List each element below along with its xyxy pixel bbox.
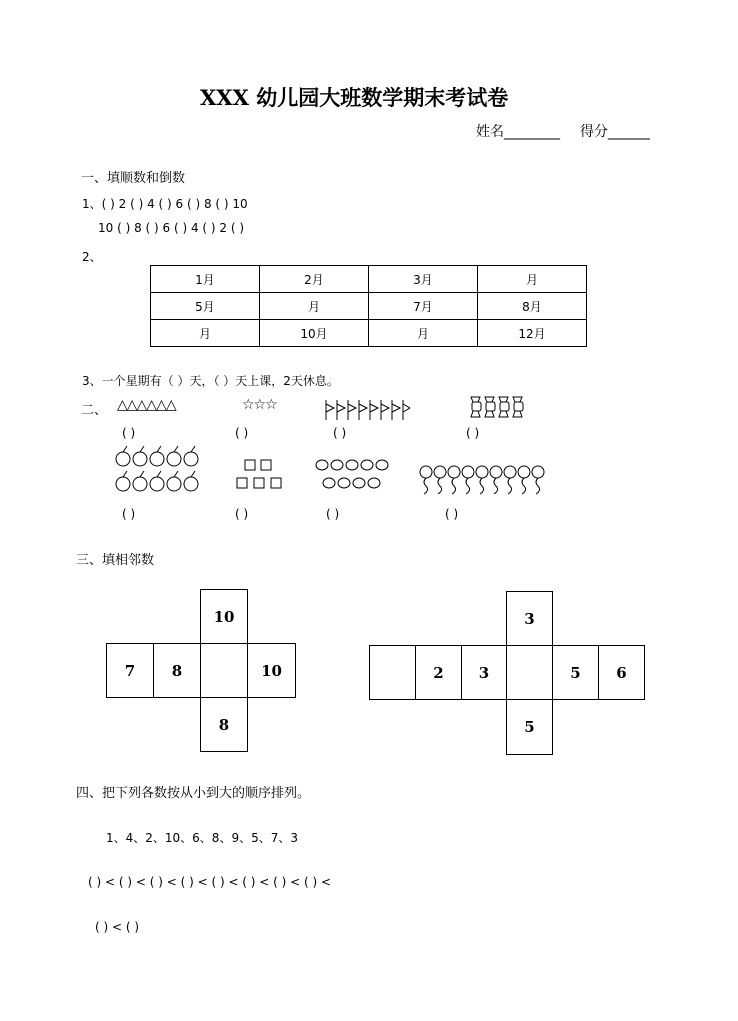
answer-blank[interactable]: ( ) [333,426,347,440]
sequence-forward: 1、( ) 2 ( ) 4 ( ) 6 ( ) 8 ( ) 10 [82,197,248,211]
month-cell: 12月 [478,320,587,347]
sequence-backward: 10 ( ) 8 ( ) 6 ( ) 4 ( ) 2 ( ) [98,221,245,235]
number-list: 1、4、2、10、6、8、9、5、7、3 [106,831,298,845]
number-box: 3 [506,591,553,646]
squares-icon [235,458,291,492]
answer-blank[interactable]: ( ) [235,426,249,440]
month-cell: 月 [369,320,478,347]
candies-icon [470,396,528,418]
month-cell: 月 [151,320,260,347]
number-box: 7 [106,643,154,698]
answer-blank[interactable]: ( ) [235,507,249,521]
number-box: 8 [153,643,201,698]
months-table [150,265,587,347]
table-row [151,320,587,347]
section2-heading: 二、 [81,403,108,418]
number-box: 10 [247,643,296,698]
answer-blank[interactable]: ( ) [466,426,480,440]
ordering-line-1[interactable]: ( ) < ( ) < ( ) < ( ) < ( ) < ( ) < ( ) < ( ) < [88,875,332,889]
section3-heading: 三、填相邻数 [76,553,155,568]
number-box: 5 [552,645,599,700]
question3: 3、一个星期有（ ）天，（ ）天上课，2天休息。 [82,374,339,388]
month-cell: 8月 [478,293,587,320]
month-cell: 10月 [260,320,369,347]
question2-label: 2、 [82,250,102,264]
answer-blank[interactable]: ( ) [122,507,136,521]
month-cell: 7月 [369,293,478,320]
month-cell: 3月 [369,266,478,293]
month-cell: 月 [478,266,587,293]
section4-heading: 四、把下列各数按从小到大的顺序排列。 [76,786,311,801]
answer-blank[interactable]: ( ) [326,507,340,521]
number-box: 5 [506,699,553,755]
table-row [151,293,587,320]
number-box[interactable] [200,643,248,698]
name-field[interactable]: 姓名________ [476,124,560,140]
triangles-icon: △△△△△△ [117,397,176,413]
number-box: 10 [200,589,248,644]
flags-icon [324,399,410,421]
section1-heading: 一、填顺数和倒数 [81,171,186,186]
answer-blank[interactable]: ( ) [445,507,459,521]
circles-icon [314,458,396,492]
number-box: 2 [415,645,462,700]
number-box: 3 [461,645,507,700]
ordering-line-2[interactable]: ( ) < ( ) [95,920,140,934]
number-box[interactable] [506,645,553,700]
stars-icon: ☆☆☆ [242,397,277,413]
month-cell: 月 [260,293,369,320]
page-title: XXX 幼儿园大班数学期末考试卷 [200,85,509,110]
apples-icon [114,442,204,494]
number-box: 8 [200,697,248,752]
number-box[interactable] [369,645,416,700]
table-row [151,266,587,293]
score-field[interactable]: 得分______ [580,124,650,140]
month-cell: 1月 [151,266,260,293]
month-cell: 5月 [151,293,260,320]
balloons-icon [418,464,546,496]
number-box: 6 [598,645,645,700]
answer-blank[interactable]: ( ) [122,426,136,440]
month-cell: 2月 [260,266,369,293]
